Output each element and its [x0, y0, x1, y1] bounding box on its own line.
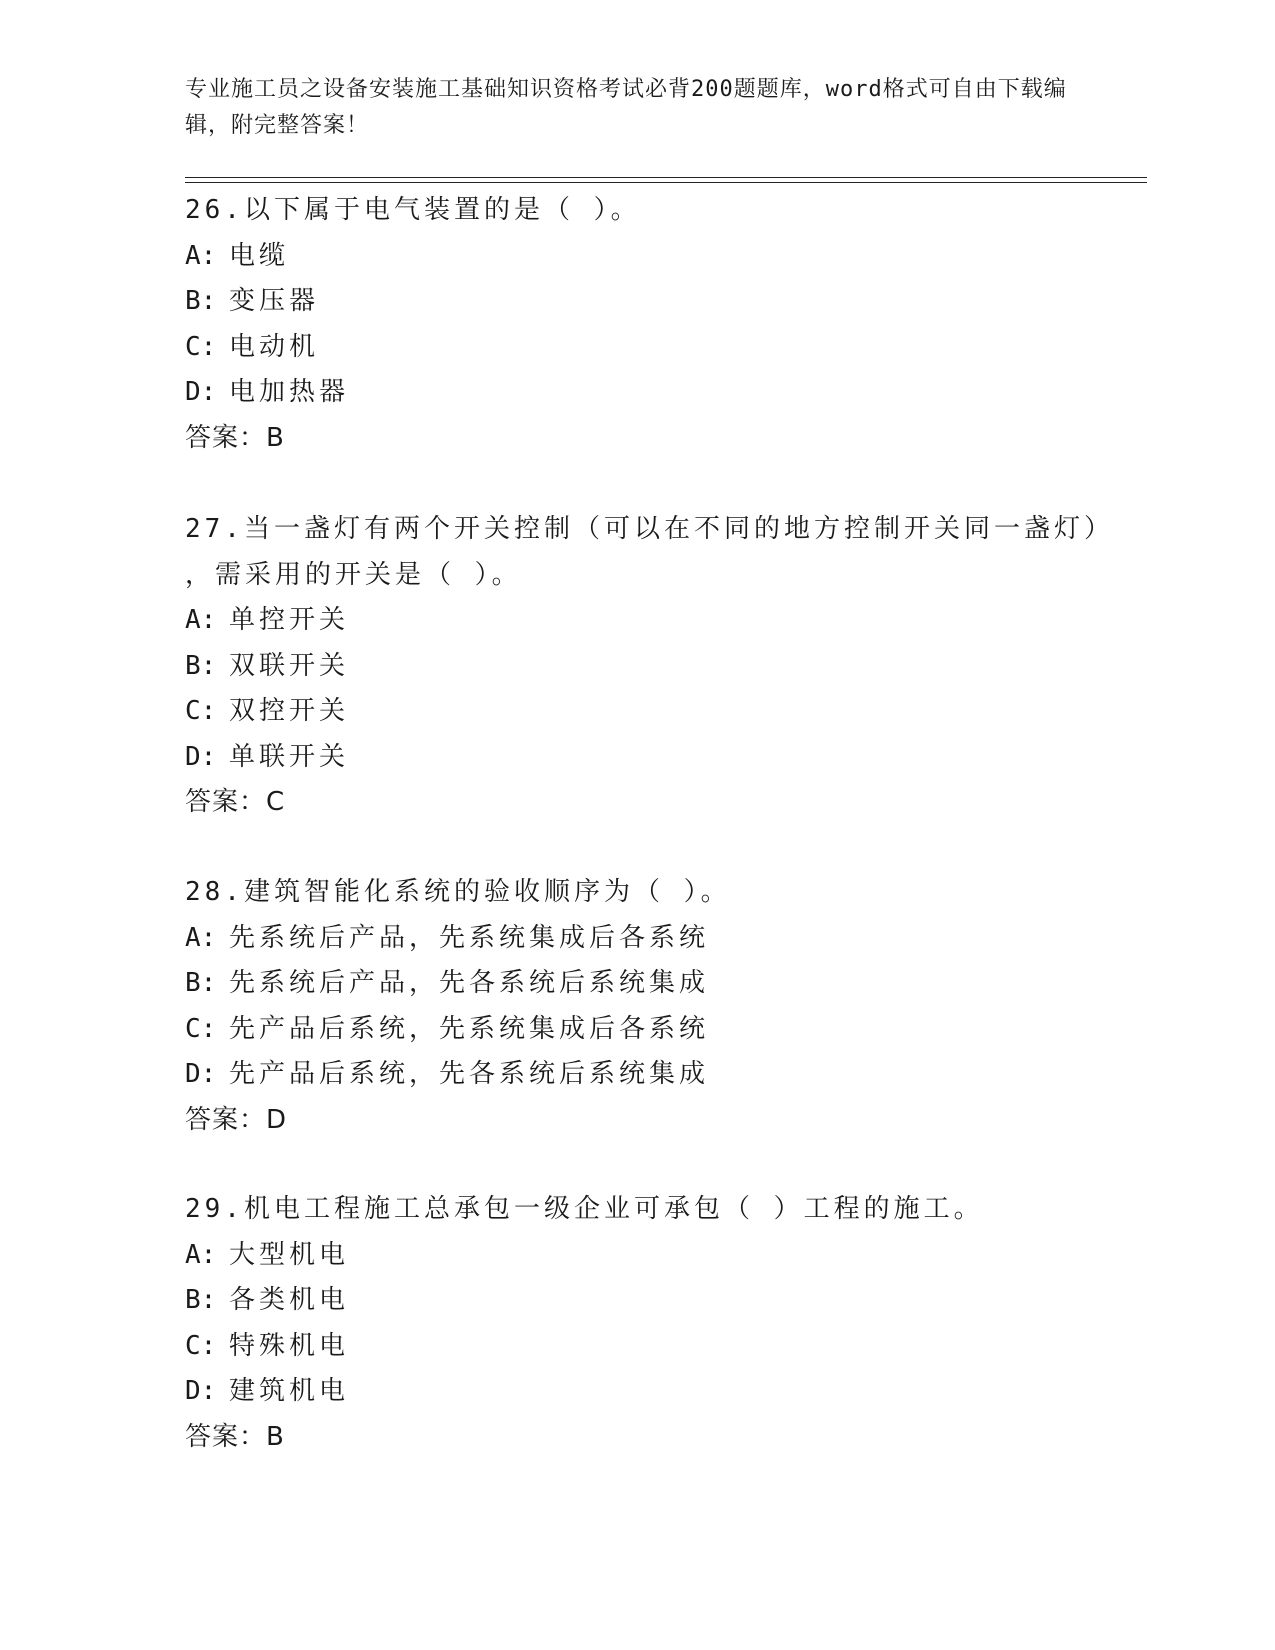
option-key: B: — [185, 1285, 217, 1315]
option-key: B: — [185, 286, 217, 316]
option-d — [185, 1369, 1085, 1415]
option-key: D: — [185, 1376, 217, 1406]
option-c — [185, 689, 1085, 735]
option-text: 各类机电 — [229, 1285, 350, 1315]
option-text: 电缆 — [229, 240, 290, 271]
question-28 — [185, 870, 1085, 1143]
answer: 答案：B — [185, 422, 285, 453]
option-text: 特殊机电 — [229, 1330, 350, 1361]
option-text: 电动机 — [229, 331, 320, 362]
document-header: 专业施工员之设备安装施工基础知识资格考试必背200题题库，word格式可自由下载编辑，附完整答案！ — [185, 77, 1067, 138]
option-a — [185, 916, 1085, 962]
option-text: 建筑机电 — [229, 1376, 350, 1406]
option-key: C: — [185, 1013, 217, 1044]
option-a — [185, 598, 1085, 644]
option-text: 双控开关 — [229, 696, 350, 726]
option-b — [185, 961, 1085, 1007]
option-text: 单控开关 — [229, 605, 350, 635]
question-29 — [185, 1187, 1085, 1460]
option-text: 先产品后系统，先各系统后系统集成 — [229, 1059, 710, 1089]
header-divider-top — [185, 177, 1147, 178]
answer: 答案：C — [185, 787, 286, 817]
option-text: 单联开关 — [229, 741, 350, 772]
option-key: B: — [185, 650, 217, 681]
option-c — [185, 1007, 1085, 1053]
option-text: 大型机电 — [229, 1239, 350, 1270]
question-stem: 27.当一盏灯有两个开关控制（可以在不同的地方控制开关同一盏灯） — [185, 514, 1114, 544]
option-c — [185, 325, 1085, 371]
option-key: A: — [185, 922, 217, 953]
option-text: 先产品后系统，先系统集成后各系统 — [229, 1013, 710, 1044]
option-key: C: — [185, 331, 217, 362]
option-a — [185, 1233, 1085, 1279]
option-key: C: — [185, 696, 217, 726]
option-d — [185, 1052, 1085, 1098]
option-key: D: — [185, 377, 217, 407]
option-a — [185, 234, 1085, 280]
option-key: D: — [185, 741, 217, 772]
option-text: 双联开关 — [229, 650, 350, 681]
option-key: B: — [185, 968, 217, 998]
option-d — [185, 735, 1085, 781]
answer: 答案：D — [185, 1104, 288, 1135]
question-26 — [185, 188, 1085, 461]
option-text: 先系统后产品，先各系统后系统集成 — [229, 968, 710, 998]
option-key: A: — [185, 605, 217, 635]
header-divider-bottom — [185, 182, 1147, 183]
option-b — [185, 279, 1085, 325]
answer: 答案：B — [185, 1421, 285, 1452]
option-b — [185, 1278, 1085, 1324]
option-b — [185, 644, 1085, 690]
question-stem: 29.机电工程施工总承包一级企业可承包（ ）工程的施工。 — [185, 1194, 984, 1224]
question-stem: 28.建筑智能化系统的验收顺序为（ ）。 — [185, 877, 731, 907]
option-key: A: — [185, 240, 217, 271]
option-key: C: — [185, 1330, 217, 1361]
option-key: D: — [185, 1059, 217, 1089]
question-stem-continued: ，需采用的开关是（ ）。 — [185, 559, 522, 590]
option-c — [185, 1324, 1085, 1370]
option-text: 先系统后产品，先系统集成后各系统 — [229, 922, 710, 953]
question-27 — [185, 507, 1114, 826]
option-d — [185, 370, 1085, 416]
option-key: A: — [185, 1239, 217, 1270]
option-text: 变压器 — [229, 286, 320, 316]
question-stem: 26.以下属于电气装置的是（ ）。 — [185, 195, 641, 225]
option-text: 电加热器 — [229, 377, 350, 407]
